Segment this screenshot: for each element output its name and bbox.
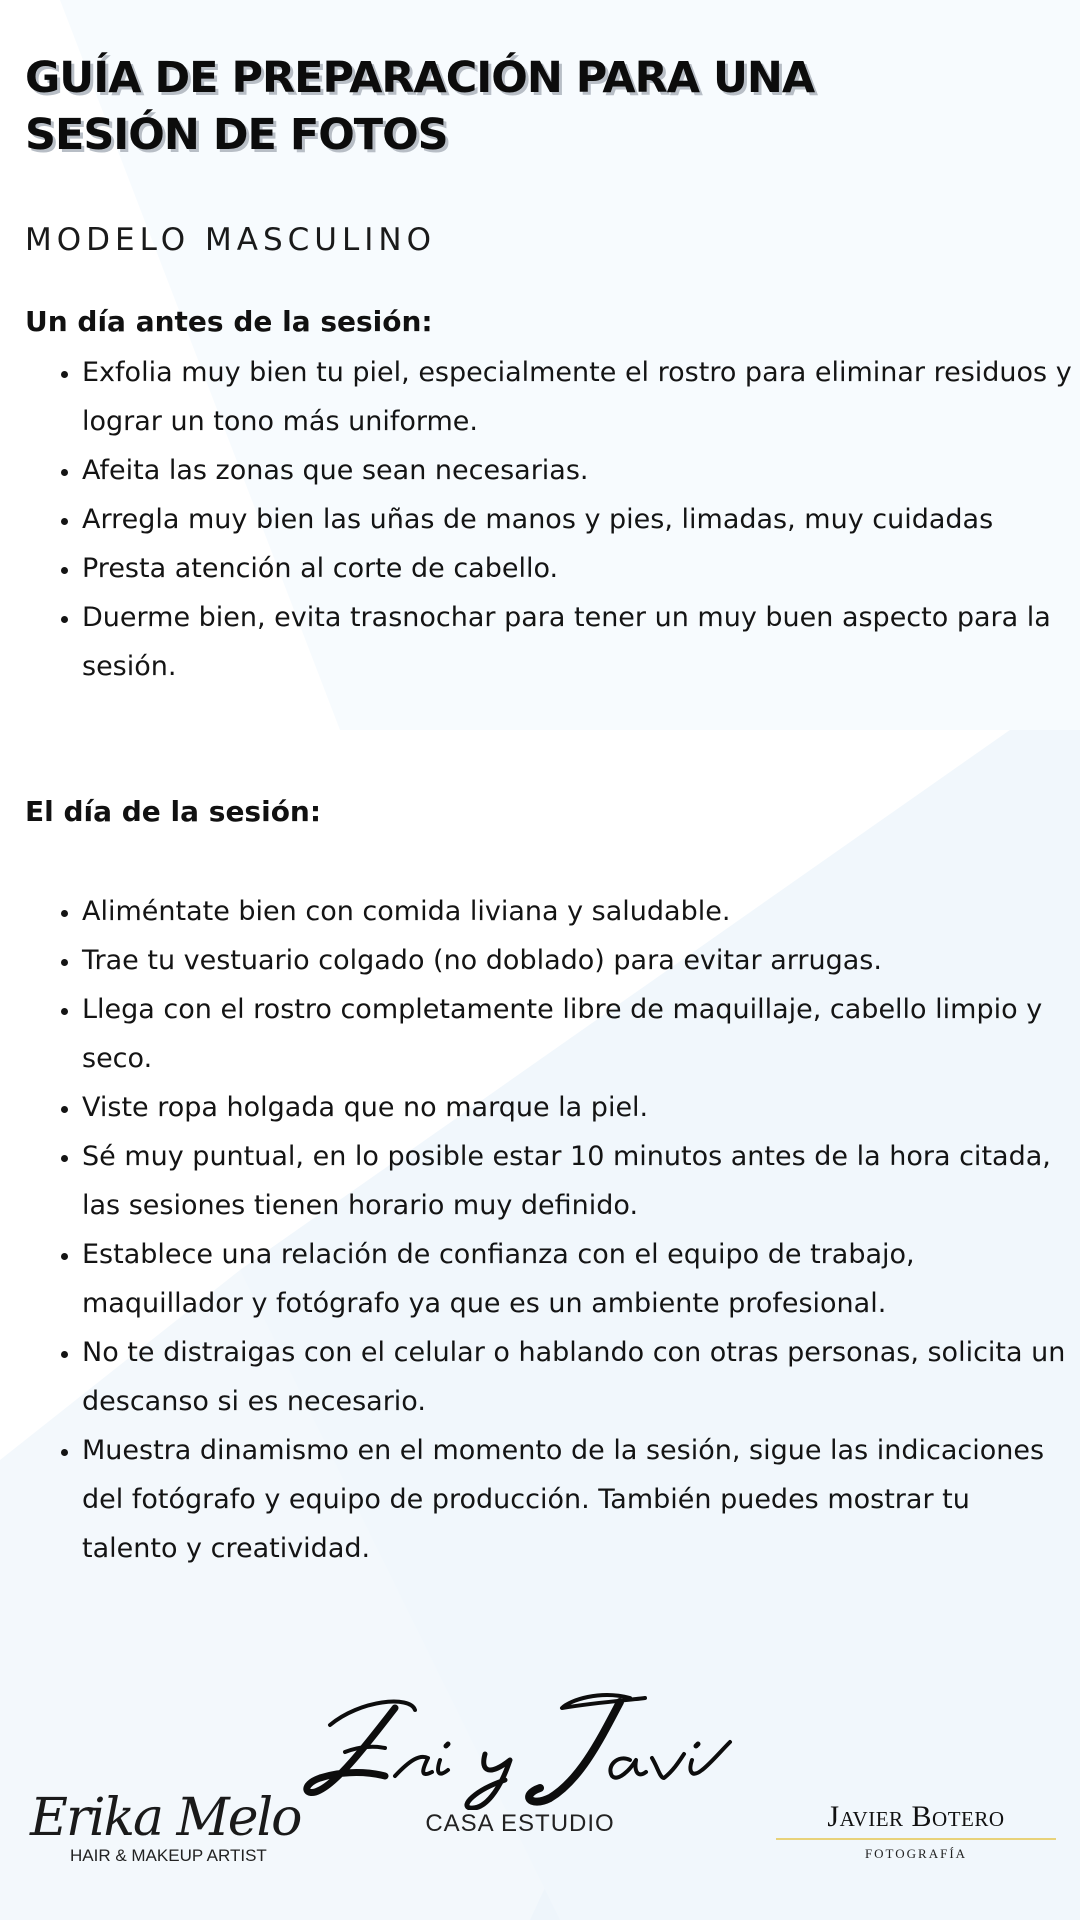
list-item: • No te distraigas con el celular o hablando con otras personas, solicita un descanso si es necesario. [82,1328,1072,1426]
casa-estudio-label: CASA ESTUDIO [425,1810,615,1837]
list-item: • Muestra dinamismo en el momento de la sesión, sigue las indicaciones del fotógrafo y equipo de producción. También puedes mostrar tu talento y creatividad. [82,1426,1072,1573]
erika-melo-tagline: HAIR & MAKEUP ARTIST [70,1846,267,1865]
erika-melo-logotype: Erika Melo [30,1788,301,1848]
list-item: • Aliméntate bien con comida liviana y saludable. [82,887,1072,936]
javier-botero-logo [776,1800,1056,1870]
checklist-day-before [46,348,1072,691]
javier-botero-logotype: Javier Botero [827,1800,1005,1833]
list-item: • Sé muy puntual, en lo posible estar 10 minutos antes de la hora citada, las sesiones tienen horario muy definido. [82,1132,1072,1230]
section-heading-day-before: Un día antes de la sesión: [25,305,433,338]
list-item: • Viste ropa holgada que no marque la piel. [82,1083,1072,1132]
list-item: • Duerme bien, evita trasnochar para tener un muy buen aspecto para la sesión. [82,593,1072,691]
logo-divider [776,1838,1056,1840]
page-title: GUÍA DE PREPARACIÓN PARA UNA SESIÓN DE FOTOS [25,53,815,160]
javier-botero-tagline: FOTOGRAFÍA [864,1846,968,1861]
eri-y-javi-script-logo [300,1680,740,1810]
eri-y-javi-logo [290,1680,750,1840]
section-heading-session-day: El día de la sesión: [25,795,322,828]
list-item: • Afeita las zonas que sean necesarias. [82,446,1072,495]
erika-melo-logo [30,1788,301,1870]
page-subtitle: MODELO MASCULINO [25,222,436,258]
list-item: • Exfolia muy bien tu piel, especialmente el rostro para eliminar residuos y lograr un tono más uniforme. [82,348,1072,446]
list-item: • Presta atención al corte de cabello. [82,544,1072,593]
list-item: • Arregla muy bien las uñas de manos y pies, limadas, muy cuidadas [82,495,1072,544]
list-item: • Trae tu vestuario colgado (no doblado) para evitar arrugas. [82,936,1072,985]
list-item: • Establece una relación de confianza con el equipo de trabajo, maquillador y fotógrafo ya que es un ambiente profesional. [82,1230,1072,1328]
checklist-session-day [46,887,1072,1573]
list-item: • Llega con el rostro completamente libre de maquillaje, cabello limpio y seco. [82,985,1072,1083]
